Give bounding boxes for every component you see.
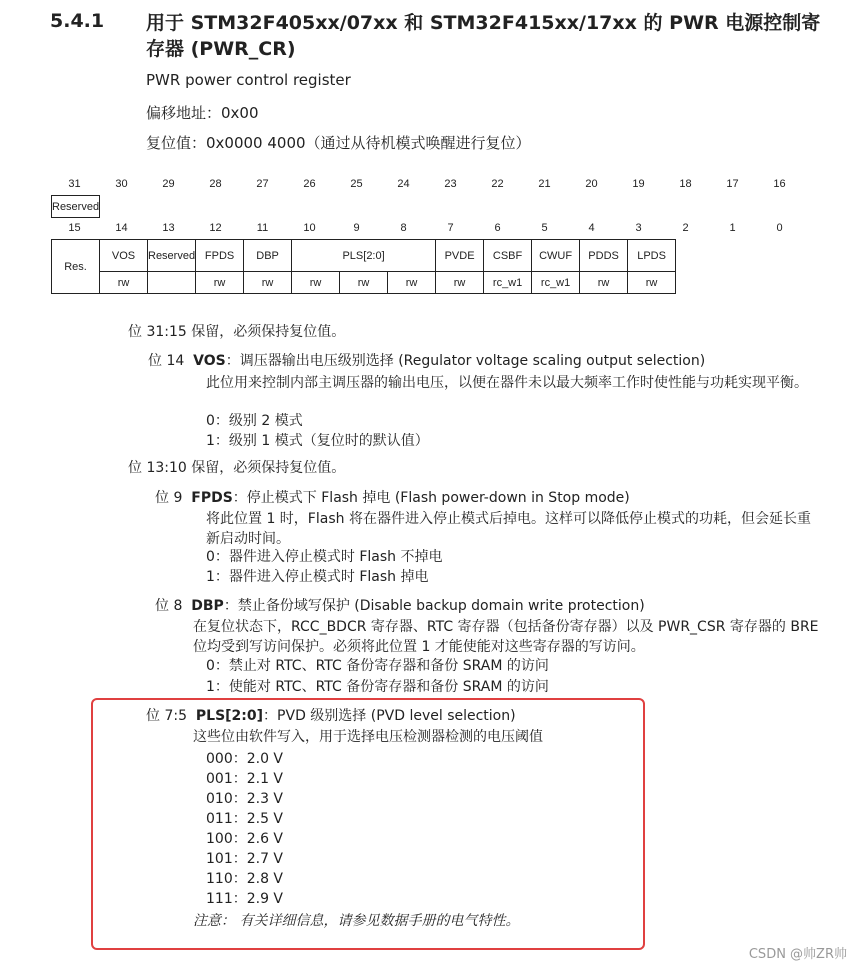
bit-number: 1 [729,222,736,234]
bit-number: 20 [585,178,598,190]
access-type: rw [292,272,340,294]
bit-number: 25 [350,178,363,190]
desc-bit-8-opt1: 1：使能对 RTC、RTC 备份寄存器和备份 SRAM 的访问 [206,679,549,695]
pvd-level-item: 101：2.7 V [206,851,284,867]
pvde-field: PVDE [436,240,484,272]
field-name: PLS[2:0] [195,708,264,724]
pvd-level-item: 001：2.1 V [206,771,284,787]
bit-number: 21 [538,178,551,190]
pvd-level-item: 100：2.6 V [206,831,284,847]
field-title: ：禁止备份域写保护 (Disable backup domain write protection) [223,598,645,614]
note-text: 注意： 有关详细信息，请参见数据手册的电气特性。 [193,913,520,929]
pvd-level-item: 111：2.9 V [206,891,284,907]
desc-bit-14-opt1: 1：级别 1 模式（复位时的默认值） [206,433,429,449]
desc-bits-31-15: 位 31:15 保留，必须保持复位值。 [128,324,346,340]
bit-number: 23 [444,178,457,190]
desc-bit-8-opt0: 0：禁止对 RTC、RTC 备份寄存器和备份 SRAM 的访问 [206,658,549,674]
desc-bit-14-opt0: 0：级别 2 模式 [206,413,303,429]
bit-number: 30 [115,178,128,190]
bit-number: 26 [303,178,316,190]
desc-bit-8-heading [155,596,645,616]
access-type: rw [100,272,148,294]
bit-number: 19 [632,178,645,190]
field-name: VOS [193,353,226,369]
access-type: rw [580,272,628,294]
bit-number: 11 [256,222,269,234]
access-type: rw [244,272,292,294]
bit-number: 12 [209,222,222,234]
watermark: CSDN @帅ZR帅 [748,947,847,962]
access-type: rc_w1 [484,272,532,294]
low-register-row [51,239,676,294]
bit-number: 18 [679,178,692,190]
bit-number: 3 [635,222,642,234]
bit-label: 位 14 [148,353,185,369]
cwuf-field: CWUF [532,240,580,272]
bit-number: 10 [303,222,316,234]
dbp-field: DBP [244,240,292,272]
bit-number: 27 [256,178,269,190]
bit-number: 15 [68,222,81,234]
bit-number: 4 [588,222,595,234]
bit-number: 17 [726,178,739,190]
high-bit-numbers [51,173,803,195]
desc-bits-13-10: 位 13:10 保留，必须保持复位值。 [128,460,346,476]
res-field: Res. [52,240,100,294]
pvd-level-item: 010：2.3 V [206,791,284,807]
reserved-field-high: Reserved [52,196,100,218]
access-type: rw [388,272,436,294]
bit-label: 位 8 [155,598,183,614]
section-title: 用于 STM32F405xx/07xx 和 STM32F415xx/17xx 的 PWR 电源控制寄存器 (PWR_CR) [146,12,821,60]
access-type: rw [340,272,388,294]
bit-number: 13 [162,222,175,234]
pvd-level-item: 000：2.0 V [206,751,284,767]
bit-number: 0 [776,222,783,234]
bit-number: 9 [353,222,360,234]
desc-bit-8-text: 在复位状态下，RCC_BDCR 寄存器、RTC 寄存器（包括备份寄存器）以及 PWR_CSR 寄存器的 BRE 位均受到写访问保护。必须将此位置 1 才能使能对这些寄存器的写访问。 [193,619,819,655]
section-number: 5.4.1 [50,10,105,32]
bit-number: 14 [115,222,128,234]
desc-bits-7-5-text: 这些位由软件写入，用于选择电压检测器检测的电压阈值 [193,729,543,745]
bit-label: 位 9 [155,490,183,506]
bit-number: 28 [209,178,222,190]
bit-number: 24 [397,178,410,190]
offset-address: 偏移地址：0x00 [146,104,259,122]
bit-number: 2 [682,222,689,234]
pdds-field: PDDS [580,240,628,272]
fpds-field: FPDS [196,240,244,272]
bit-number: 31 [68,178,81,190]
access-type: rw [628,272,676,294]
register-subtitle: PWR power control register [146,71,351,89]
lpds-field: LPDS [628,240,676,272]
bit-number: 29 [162,178,175,190]
bit-number: 5 [541,222,548,234]
bit-number: 22 [491,178,504,190]
reset-value: 复位值：0x0000 4000（通过从待机模式唤醒进行复位） [146,134,531,152]
pvd-level-item: 011：2.5 V [206,811,284,827]
bit-label: 位 7:5 [146,708,187,724]
vos-field: VOS [100,240,148,272]
bit-number: 6 [494,222,501,234]
desc-bits-7-5-heading [146,706,516,726]
field-name: DBP [191,598,224,614]
access-type: rc_w1 [532,272,580,294]
low-bit-numbers [51,217,803,239]
reserved-field-low: Reserved [148,240,196,272]
pvd-level-item: 110：2.8 V [206,871,284,887]
bit-number: 16 [773,178,786,190]
desc-bit-9-opt1: 1：器件进入停止模式时 Flash 掉电 [206,569,429,585]
desc-bit-9-opt0: 0：器件进入停止模式时 Flash 不掉电 [206,549,443,565]
access-type: rw [436,272,484,294]
field-title: ：PVD 级别选择 (PVD level selection) [263,708,516,724]
desc-bit-14-text: 此位用来控制内部主调压器的输出电压，以便在器件未以最大频率工作时使性能与功耗实现平衡。 [206,375,808,391]
high-register-row [51,195,100,218]
desc-bit-9-heading [155,488,630,508]
pls-field: PLS[2:0] [292,240,436,272]
field-title: ：停止模式下 Flash 掉电 (Flash power-down in Stop mode) [232,490,630,506]
csbf-field: CSBF [484,240,532,272]
access-type: rw [196,272,244,294]
desc-bit-14-heading [148,351,705,371]
field-name: FPDS [191,490,233,506]
bit-number: 7 [447,222,454,234]
desc-bit-9-text: 将此位置 1 时，Flash 将在器件进入停止模式后掉电。这样可以降低停止模式的功耗，但会延长重新启动时间。 [206,511,811,547]
bit-number: 8 [400,222,407,234]
reserved-access-empty [148,272,196,294]
field-title: ：调压器输出电压级别选择 (Regulator voltage scaling output selection) [225,353,706,369]
